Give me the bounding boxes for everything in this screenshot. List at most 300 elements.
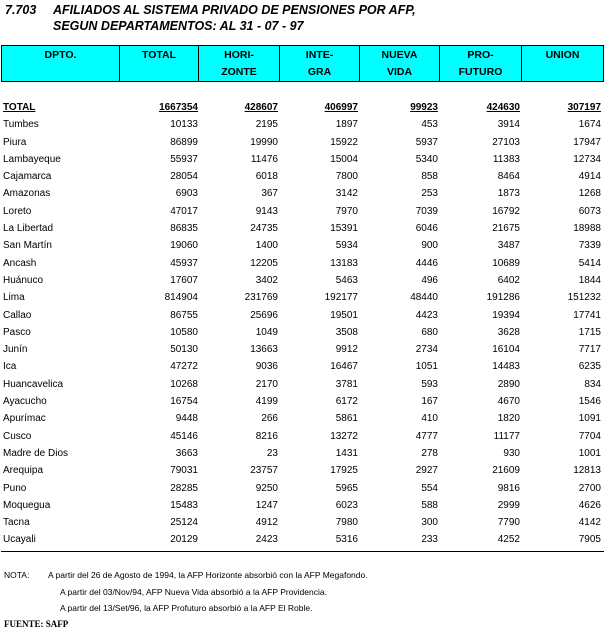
value-text: 307197 xyxy=(567,102,601,113)
value-cell xyxy=(438,497,520,514)
value-text: 4199 xyxy=(255,396,278,408)
value-cell xyxy=(278,151,358,168)
value-text: 9912 xyxy=(335,344,358,356)
value-cell xyxy=(278,341,358,358)
value-cell xyxy=(118,410,198,427)
value-text: 6235 xyxy=(578,361,601,373)
value-cell xyxy=(358,514,438,531)
value-text: 5934 xyxy=(335,240,358,252)
value-text: 4626 xyxy=(578,499,601,511)
header-horizonte-line: ZONTE xyxy=(221,66,257,78)
value-cell xyxy=(118,289,198,306)
value-text: 3402 xyxy=(255,274,278,286)
value-text: 1268 xyxy=(578,188,601,200)
value-text: 5463 xyxy=(335,274,358,286)
value-text: 10133 xyxy=(170,119,198,131)
dpto-name: Ayacucho xyxy=(3,396,47,408)
value-cell xyxy=(118,255,198,272)
value-cell xyxy=(118,358,198,375)
dpto-name: Ancash xyxy=(3,257,37,269)
value-text: 7800 xyxy=(335,171,358,183)
value-cell xyxy=(278,116,358,133)
dpto-cell xyxy=(2,393,118,410)
value-text: 47272 xyxy=(170,361,198,373)
value-cell xyxy=(118,203,198,220)
dpto-name: Cajamarca xyxy=(3,171,52,183)
value-cell xyxy=(198,116,278,133)
value-text: 266 xyxy=(261,413,278,425)
dpto-cell xyxy=(2,289,118,306)
value-cell xyxy=(198,237,278,254)
value-text: 11476 xyxy=(250,153,278,165)
value-text: 16754 xyxy=(170,396,198,408)
value-cell xyxy=(278,410,358,427)
value-cell xyxy=(358,134,438,151)
dpto-name: San Martín xyxy=(3,240,52,252)
value-cell xyxy=(278,272,358,289)
value-cell xyxy=(358,428,438,445)
value-text: 167 xyxy=(421,396,438,408)
value-cell xyxy=(358,480,438,497)
dpto-name: Tumbes xyxy=(3,119,39,131)
value-cell xyxy=(438,324,520,341)
table-row xyxy=(2,255,603,272)
value-text: 50130 xyxy=(170,344,198,356)
value-text: 1051 xyxy=(415,361,438,373)
value-cell xyxy=(520,341,601,358)
dpto-cell xyxy=(2,341,118,358)
table-row xyxy=(2,289,603,306)
value-cell xyxy=(520,497,601,514)
table-row xyxy=(2,358,603,375)
value-cell xyxy=(118,185,198,202)
value-text: 7339 xyxy=(578,240,601,252)
value-text: 7905 xyxy=(578,534,601,546)
value-text: 13183 xyxy=(330,257,358,269)
value-text: 680 xyxy=(421,326,438,338)
value-cell xyxy=(358,531,438,548)
value-cell xyxy=(358,116,438,133)
table-row xyxy=(2,116,603,133)
value-cell xyxy=(438,462,520,479)
value-text: 79031 xyxy=(170,465,198,477)
value-text: 17607 xyxy=(170,274,198,286)
value-cell xyxy=(438,480,520,497)
value-text: 2999 xyxy=(497,499,520,511)
value-cell xyxy=(520,151,601,168)
value-cell xyxy=(520,255,601,272)
value-cell xyxy=(358,151,438,168)
value-cell xyxy=(198,376,278,393)
value-text: 8216 xyxy=(255,430,278,442)
value-text: 424630 xyxy=(486,102,520,113)
value-cell xyxy=(520,185,601,202)
value-cell xyxy=(198,445,278,462)
note-line: A partir del 13/Set/96, la AFP Profuturo absorbió a la AFP El Roble. xyxy=(60,603,313,613)
value-text: 406997 xyxy=(324,102,358,113)
value-text: 1844 xyxy=(578,274,601,286)
value-text: 11383 xyxy=(492,153,520,165)
value-text: 191286 xyxy=(486,292,520,304)
dpto-name: Amazonas xyxy=(3,188,51,200)
value-text: 410 xyxy=(421,413,438,425)
table-title xyxy=(5,2,416,34)
table-row xyxy=(2,272,603,289)
value-cell xyxy=(358,220,438,237)
value-cell xyxy=(358,393,438,410)
value-text: 17741 xyxy=(573,309,601,321)
header-profuturo-line: PRO- xyxy=(467,49,494,61)
value-cell xyxy=(198,168,278,185)
dpto-cell xyxy=(2,410,118,427)
value-text: 5316 xyxy=(335,534,358,546)
value-text: 1431 xyxy=(335,447,358,459)
value-cell xyxy=(198,531,278,548)
dpto-name: Arequipa xyxy=(3,465,44,477)
value-cell xyxy=(198,289,278,306)
value-cell xyxy=(278,480,358,497)
value-text: 5965 xyxy=(335,482,358,494)
header-total xyxy=(120,46,199,81)
value-text: 19501 xyxy=(330,309,358,321)
dpto-cell xyxy=(2,497,118,514)
value-text: 10689 xyxy=(492,257,520,269)
value-cell xyxy=(438,168,520,185)
value-text: 13663 xyxy=(250,344,278,356)
dpto-name: Madre de Dios xyxy=(3,447,69,459)
title-line-1: AFILIADOS AL SISTEMA PRIVADO DE PENSIONES POR AFP, xyxy=(53,3,416,17)
dpto-cell xyxy=(2,480,118,497)
table-row xyxy=(2,168,603,185)
value-cell xyxy=(520,393,601,410)
dpto-name: Junín xyxy=(3,344,28,356)
value-text: 12205 xyxy=(250,257,278,269)
value-text: 2700 xyxy=(578,482,601,494)
value-cell xyxy=(118,237,198,254)
value-text: 1820 xyxy=(497,413,520,425)
value-text: 1400 xyxy=(255,240,278,252)
value-cell xyxy=(118,307,198,324)
value-cell xyxy=(438,445,520,462)
dpto-name: Ica xyxy=(3,361,17,373)
table-row xyxy=(2,410,603,427)
value-text: 900 xyxy=(421,240,438,252)
value-cell xyxy=(118,462,198,479)
dpto-cell xyxy=(2,220,118,237)
value-text: 1546 xyxy=(578,396,601,408)
dpto-name: Cusco xyxy=(3,430,32,442)
header-nuevavida xyxy=(360,46,440,81)
value-cell xyxy=(520,428,601,445)
value-text: 814904 xyxy=(164,292,198,304)
value-text: 15391 xyxy=(330,223,358,235)
value-text: 2927 xyxy=(415,465,438,477)
value-text: 3628 xyxy=(497,326,520,338)
value-text: 2195 xyxy=(255,119,278,131)
dpto-name: Ucayali xyxy=(3,534,36,546)
table-row xyxy=(2,376,603,393)
value-cell xyxy=(358,203,438,220)
value-text: 593 xyxy=(421,378,438,390)
value-text: 28285 xyxy=(170,482,198,494)
value-cell xyxy=(520,462,601,479)
value-text: 4912 xyxy=(255,517,278,529)
value-text: 2170 xyxy=(255,378,278,390)
value-cell xyxy=(438,428,520,445)
value-cell xyxy=(278,376,358,393)
value-cell xyxy=(118,428,198,445)
header-union-line: UNION xyxy=(545,49,580,61)
value-text: 55937 xyxy=(170,153,198,165)
value-cell xyxy=(358,497,438,514)
value-text: 192177 xyxy=(324,292,358,304)
value-text: 7980 xyxy=(335,517,358,529)
value-cell xyxy=(358,445,438,462)
value-text: 21675 xyxy=(492,223,520,235)
value-text: 23 xyxy=(266,447,278,459)
value-cell xyxy=(278,99,358,116)
value-text: 27103 xyxy=(492,136,520,148)
value-text: 4446 xyxy=(415,257,438,269)
value-text: 9143 xyxy=(255,205,278,217)
dpto-name: Huánuco xyxy=(3,274,44,286)
value-text: 367 xyxy=(261,188,278,200)
value-text: 19394 xyxy=(492,309,520,321)
value-cell xyxy=(198,134,278,151)
table-body xyxy=(2,99,603,549)
header-profuturo xyxy=(440,46,522,81)
value-text: 278 xyxy=(421,447,438,459)
value-cell xyxy=(520,237,601,254)
value-text: 233 xyxy=(421,534,438,546)
value-cell xyxy=(278,168,358,185)
value-text: 9250 xyxy=(255,482,278,494)
value-cell xyxy=(198,341,278,358)
dpto-name: Loreto xyxy=(3,205,32,217)
dpto-name: TOTAL xyxy=(3,102,36,113)
value-text: 7039 xyxy=(415,205,438,217)
table-row xyxy=(2,445,603,462)
value-cell xyxy=(198,462,278,479)
value-cell xyxy=(198,410,278,427)
value-cell xyxy=(520,410,601,427)
value-cell xyxy=(358,376,438,393)
value-cell xyxy=(520,324,601,341)
value-text: 20129 xyxy=(170,534,198,546)
table-number: 7.703 xyxy=(5,3,37,17)
value-cell xyxy=(520,168,601,185)
value-cell xyxy=(438,393,520,410)
value-cell xyxy=(438,410,520,427)
dpto-name: Huancavelica xyxy=(3,378,64,390)
value-cell xyxy=(278,289,358,306)
value-text: 15004 xyxy=(330,153,358,165)
table-row xyxy=(2,480,603,497)
value-text: 4142 xyxy=(578,517,601,529)
value-cell xyxy=(438,220,520,237)
value-cell xyxy=(118,99,198,116)
dpto-cell xyxy=(2,358,118,375)
header-union xyxy=(522,46,603,81)
value-cell xyxy=(520,514,601,531)
value-cell xyxy=(118,324,198,341)
value-cell xyxy=(520,480,601,497)
value-cell xyxy=(118,168,198,185)
value-cell xyxy=(278,134,358,151)
dpto-cell xyxy=(2,255,118,272)
value-cell xyxy=(520,99,601,116)
value-text: 86755 xyxy=(170,309,198,321)
value-cell xyxy=(198,428,278,445)
value-cell xyxy=(118,445,198,462)
value-text: 6903 xyxy=(175,188,198,200)
value-text: 99923 xyxy=(410,102,438,113)
dpto-cell xyxy=(2,134,118,151)
value-cell xyxy=(438,134,520,151)
value-text: 45146 xyxy=(170,430,198,442)
value-text: 3142 xyxy=(335,188,358,200)
value-text: 19060 xyxy=(170,240,198,252)
value-cell xyxy=(198,99,278,116)
value-text: 45937 xyxy=(170,257,198,269)
value-cell xyxy=(278,531,358,548)
value-text: 5937 xyxy=(415,136,438,148)
value-cell xyxy=(278,445,358,462)
value-text: 4914 xyxy=(578,171,601,183)
header-integra-line: INTE- xyxy=(305,49,334,61)
dpto-name: La Libertad xyxy=(3,223,54,235)
value-text: 1247 xyxy=(255,499,278,511)
value-cell xyxy=(198,480,278,497)
value-cell xyxy=(278,497,358,514)
value-text: 1674 xyxy=(578,119,601,131)
value-text: 554 xyxy=(421,482,438,494)
value-cell xyxy=(358,462,438,479)
value-cell xyxy=(278,237,358,254)
value-text: 16104 xyxy=(492,344,520,356)
value-cell xyxy=(438,289,520,306)
dpto-name: Lambayeque xyxy=(3,153,61,165)
value-cell xyxy=(278,428,358,445)
dpto-name: Piura xyxy=(3,136,27,148)
value-cell xyxy=(278,255,358,272)
value-cell xyxy=(358,341,438,358)
value-text: 25696 xyxy=(250,309,278,321)
dpto-cell xyxy=(2,324,118,341)
value-text: 6073 xyxy=(578,205,601,217)
value-cell xyxy=(438,307,520,324)
value-cell xyxy=(520,272,601,289)
value-text: 25124 xyxy=(170,517,198,529)
table-row xyxy=(2,497,603,514)
value-cell xyxy=(198,203,278,220)
value-cell xyxy=(438,341,520,358)
value-cell xyxy=(358,307,438,324)
dpto-name: Tacna xyxy=(3,517,30,529)
value-text: 3487 xyxy=(497,240,520,252)
value-text: 15483 xyxy=(170,499,198,511)
value-text: 6018 xyxy=(255,171,278,183)
table-row xyxy=(2,203,603,220)
value-cell xyxy=(118,151,198,168)
table-row xyxy=(2,134,603,151)
value-cell xyxy=(198,514,278,531)
value-text: 151232 xyxy=(567,292,601,304)
value-text: 17947 xyxy=(573,136,601,148)
value-text: 2734 xyxy=(415,344,438,356)
header-dpto-line: DPTO. xyxy=(44,49,77,61)
table-row xyxy=(2,393,603,410)
value-cell xyxy=(198,324,278,341)
value-text: 496 xyxy=(421,274,438,286)
value-cell xyxy=(358,99,438,116)
dpto-name: Apurímac xyxy=(3,413,46,425)
header-horizonte-line: HORI- xyxy=(224,49,254,61)
value-text: 11177 xyxy=(493,430,520,442)
value-text: 6023 xyxy=(335,499,358,511)
value-cell xyxy=(118,393,198,410)
dpto-name: Lima xyxy=(3,292,25,304)
value-text: 7704 xyxy=(578,430,601,442)
value-text: 6172 xyxy=(335,396,358,408)
value-text: 2890 xyxy=(497,378,520,390)
value-cell xyxy=(278,393,358,410)
table-row xyxy=(2,324,603,341)
value-text: 834 xyxy=(584,378,601,390)
value-text: 1667354 xyxy=(159,102,198,113)
value-text: 7970 xyxy=(335,205,358,217)
dpto-cell xyxy=(2,116,118,133)
value-cell xyxy=(118,480,198,497)
value-cell xyxy=(278,358,358,375)
value-text: 4777 xyxy=(415,430,438,442)
dpto-cell xyxy=(2,428,118,445)
dpto-cell xyxy=(2,203,118,220)
value-text: 23757 xyxy=(250,465,278,477)
value-cell xyxy=(520,358,601,375)
value-cell xyxy=(118,514,198,531)
value-text: 9036 xyxy=(255,361,278,373)
table-row xyxy=(2,185,603,202)
value-cell xyxy=(358,168,438,185)
value-cell xyxy=(118,531,198,548)
value-text: 5340 xyxy=(415,153,438,165)
notes-label: NOTA: xyxy=(4,570,30,580)
value-text: 14483 xyxy=(492,361,520,373)
value-cell xyxy=(198,151,278,168)
value-cell xyxy=(438,116,520,133)
header-horizonte xyxy=(199,46,280,81)
value-text: 12813 xyxy=(573,465,601,477)
value-cell xyxy=(358,289,438,306)
value-text: 6402 xyxy=(497,274,520,286)
value-cell xyxy=(358,185,438,202)
header-total-line: TOTAL xyxy=(141,49,177,61)
value-text: 4252 xyxy=(497,534,520,546)
value-cell xyxy=(118,134,198,151)
value-text: 428607 xyxy=(244,102,278,113)
value-cell xyxy=(278,514,358,531)
table-row xyxy=(2,220,603,237)
value-text: 300 xyxy=(421,517,438,529)
value-text: 5861 xyxy=(335,413,358,425)
value-cell xyxy=(278,307,358,324)
value-cell xyxy=(198,393,278,410)
header-integra xyxy=(280,46,360,81)
value-text: 10580 xyxy=(170,326,198,338)
value-cell xyxy=(438,358,520,375)
dpto-cell xyxy=(2,237,118,254)
